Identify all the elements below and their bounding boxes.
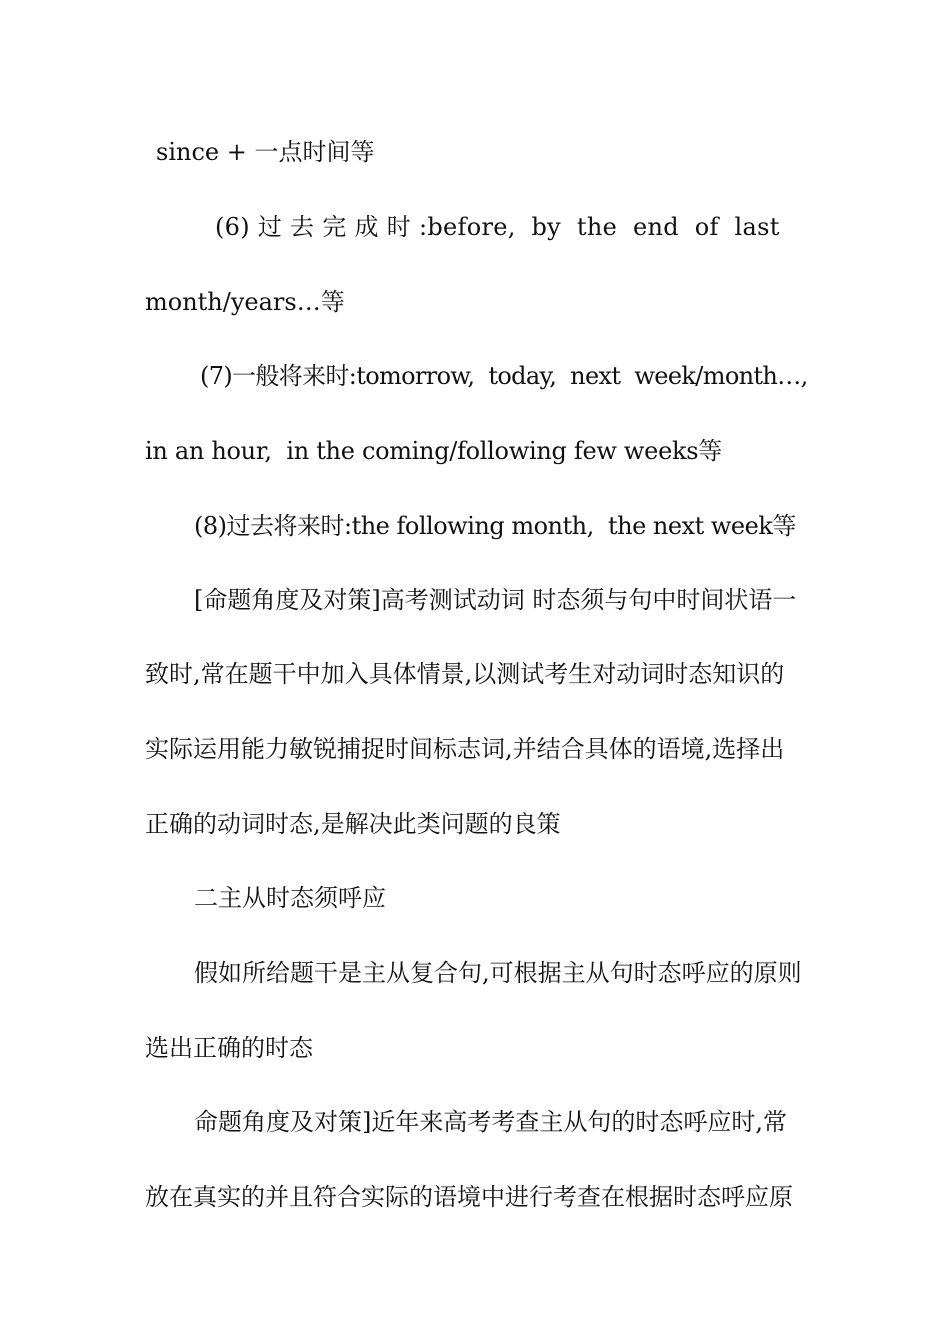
text-line-15: 放在真实的并且符合实际的语境中进行考查在根据时态呼应原 [145,1183,793,1211]
text-line-2: (6) 过 去 完 成 时 :before, by the end of last [215,213,780,241]
text-line-3: month/years…等 [145,288,345,316]
text-line-5: in an hour, in the coming/following few weeks等 [145,437,722,465]
text-line-7: [命题角度及对策]高考测试动词 时态须与句中时间状语一 [194,586,797,614]
section-heading: 二主从时态须呼应 [194,884,386,912]
text-line-1: since + 一点时间等 [156,138,375,166]
text-line-13: 选出正确的时态 [145,1034,313,1062]
text-line-6: (8)过去将来时:the following month, the next week等 [194,512,796,540]
text-line-8: 致时,常在题干中加入具体情景,以测试考生对动词时态知识的 [145,660,785,688]
text-line-10: 正确的动词时态,是解决此类问题的良策 [145,810,561,838]
text-line-12: 假如所给题干是主从复合句,可根据主从句时态呼应的原则 [194,959,802,987]
text-line-4: (7)一般将来时:tomorrow, today, next week/month…, [200,362,808,390]
text-line-9: 实际运用能力敏锐捕捉时间标志词,并结合具体的语境,选择出 [145,735,785,763]
text-line-14: 命题角度及对策]近年来高考考查主从句的时态呼应时,常 [194,1108,787,1136]
